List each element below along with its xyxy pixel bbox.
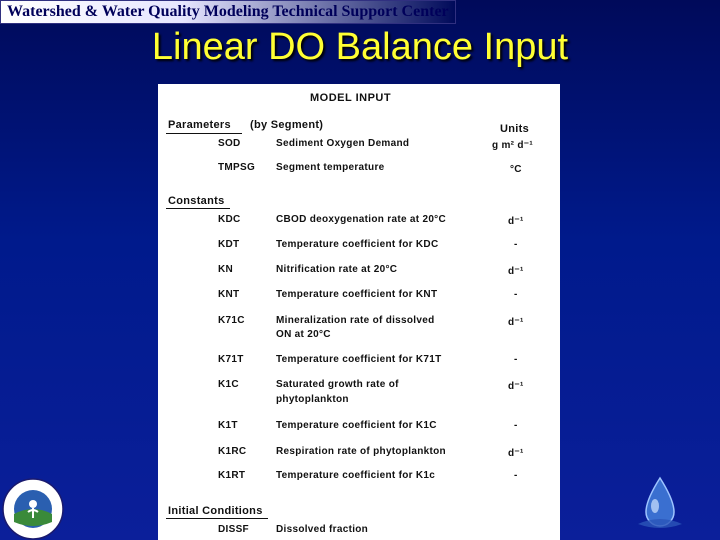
slide-title: Linear DO Balance Input: [151, 26, 569, 68]
row-code: DISSF: [218, 524, 249, 535]
row-code: K71T: [218, 354, 244, 365]
model-input-document: [158, 84, 560, 540]
constants-label: Constants: [168, 195, 225, 207]
row-desc: Temperature coefficient for K1C: [276, 420, 437, 431]
row-unit: d⁻¹: [508, 266, 524, 277]
row-desc-cont: phytoplankton: [276, 394, 349, 405]
row-code: KNT: [218, 289, 240, 300]
row-code: KN: [218, 264, 234, 275]
initial-conditions-label: Initial Conditions: [168, 505, 263, 517]
row-unit: °C: [510, 164, 522, 175]
epa-logo: [2, 478, 64, 540]
by-segment-label: (by Segment): [250, 119, 324, 131]
row-unit: g m² d⁻¹: [492, 140, 534, 151]
row-desc: Sediment Oxygen Demand: [276, 138, 410, 149]
row-code: K1C: [218, 379, 239, 390]
row-desc: Temperature coefficient for KDC: [276, 239, 439, 250]
initial-conditions-underline: [166, 518, 268, 519]
row-desc: Temperature coefficient for KNT: [276, 289, 438, 300]
water-drop-splash: [638, 519, 682, 528]
parameters-label: Parameters: [168, 119, 231, 131]
row-code: K1T: [218, 420, 238, 431]
row-desc: Mineralization rate of dissolved: [276, 315, 435, 326]
epa-logo-flower: [29, 500, 37, 508]
row-desc: Respiration rate of phytoplankton: [276, 446, 446, 457]
water-drop-icon: [630, 474, 690, 534]
row-code: K71C: [218, 315, 245, 326]
row-unit: -: [514, 470, 518, 481]
row-code: TMPSG: [218, 162, 256, 173]
row-desc: Dissolved fraction: [276, 524, 369, 535]
water-drop-shape: [646, 478, 674, 526]
site-banner: Watershed & Water Quality Modeling Technical Support Center: [0, 0, 456, 24]
row-desc: Segment temperature: [276, 162, 385, 173]
row-desc: Temperature coefficient for K1c: [276, 470, 436, 481]
row-unit: -: [514, 239, 518, 250]
row-code: K1RC: [218, 446, 247, 457]
row-unit: d⁻¹: [508, 317, 524, 328]
row-unit: -: [514, 420, 518, 431]
row-desc-cont: ON at 20°C: [276, 329, 331, 340]
doc-heading: MODEL INPUT: [310, 92, 392, 104]
constants-underline: [166, 208, 230, 209]
row-code: K1RT: [218, 470, 246, 481]
parameters-underline: [166, 133, 242, 134]
row-desc: CBOD deoxygenation rate at 20°C: [276, 214, 447, 225]
row-unit: -: [514, 289, 518, 300]
row-code: KDC: [218, 214, 241, 225]
row-unit: -: [514, 354, 518, 365]
row-desc: Nitrification rate at 20°C: [276, 264, 398, 275]
row-unit: d⁻¹: [508, 448, 524, 459]
units-label: Units: [500, 123, 529, 135]
water-drop-highlight: [651, 499, 659, 513]
row-unit: d⁻¹: [508, 216, 524, 227]
row-desc: Temperature coefficient for K71T: [276, 354, 442, 365]
row-unit: d⁻¹: [508, 381, 524, 392]
row-code: SOD: [218, 138, 241, 149]
row-code: KDT: [218, 239, 240, 250]
row-desc: Saturated growth rate of: [276, 379, 399, 390]
